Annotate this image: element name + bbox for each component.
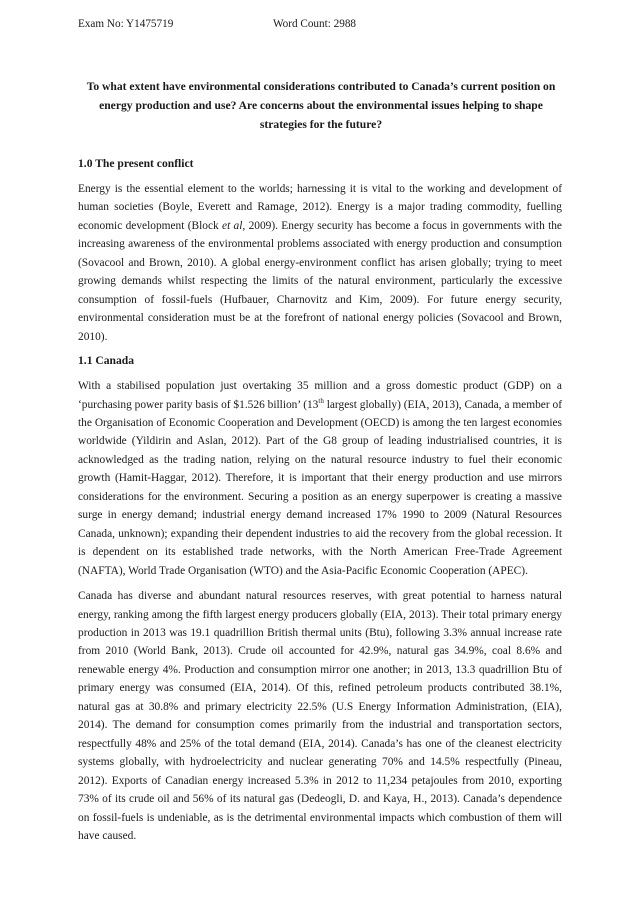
paragraph-present-conflict: Energy is the essential element to the worlds; harnessing it is vital to the working and development of human societies (Boyle, Everett and Ramage, 2012). Energy is a major trading commodity, fuelling economic development (Block et al, 2009). Energy security has become a focus in governments with the increasing awareness of the environmental problems associated with energy production and consumption (Sovacool and Brown, 2010). A global energy-environment conflict has arisen globally; trying to meet growing demands whilst respecting the limits of the natural environment, particularly the excessive consumption of fossil-fuels (Hufbauer, Charnovitz and Kim, 2009). For future energy security, environmental consideration must be at the forefront of national energy policies (Sovacool and Brown, 2010). bbox=[78, 183, 562, 343]
page-header bbox=[78, 17, 568, 31]
section-heading-canada: 1.1 Canada bbox=[78, 354, 135, 368]
essay-question: To what extent have environmental considerations contributed to Canada’s current position on energy production and use? Are concerns about the environmental issues helping to shape strategies for the future? bbox=[86, 80, 556, 131]
word-count: Word Count: 2988 bbox=[273, 18, 357, 30]
section-heading-present-conflict: 1.0 The present conflict bbox=[78, 157, 194, 170]
exam-number: Exam No: Y1475719 bbox=[78, 18, 174, 30]
paragraph-canada-energy: Canada has diverse and abundant natural resources reserves, with great potential to harness natural energy, ranking among the fifth largest energy producers globally (EIA, 2013). Their total primary energy production in 2013 was 19.1 quadrillion British thermal units (Btu), following 3.3% annual increase rate from 2010 (World Bank, 2013). Crude oil accounted for 42.9%, natural gas 34.9%, coal 8.6% and renewable energy 4%. Production and consumption mirror one another; in 2013, 13.3 quadrillion Btu of primary energy was consumed (EIA, 2014). Of this, refined petroleum products contributed 38.1%, natural gas at 30.8% and primary electricity 22.5% (U.S Energy Information Administration, (EIA), 2014). The demand for consumption comes primarily from the industrial and transportation sectors, respectfully 48% and 25% of the total demand (EIA, 2014). Canada’s has one of the cleanest electricity systems globally, with hydroelectricity and nuclear generating 70% and 14.5% respectfully (Pineau, 2012). Exports of Canadian energy increased 5.3% in 2012 to 11,234 petajoules from 2010, exporting 73% of its crude oil and 56% of its natural gas (Dedeogli, D. and Kaya, H., 2013). Canada’s dependence on fossil-fuels is undeniable, as is the detrimental environmental impacts which combustion of them will have caused. bbox=[78, 590, 562, 842]
paragraph-canada-economy: With a stabilised population just overtaking 35 million and a gross domestic product (GDP) on a ‘purchasing power parity basis of $1.526 billion’ (13th largest globally) (EIA, 2013), Canada, a member of the Organisation of Economic Cooperation and Development (OECD) is among the ten largest economies worldwide (Yildirin and Aslan, 2012). Part of the G8 group of leading industrialised countries, it is acknowledged as the trading nation, relying on the natural resource industry to fuel their economic growth (Hamit-Haggar, 2012). Therefore, it is important that their energy production and use mirrors considerations for the environment. Securing a position as an energy superpower is creating a massive surge in energy demand; industrial energy demand increased 17% 1990 to 2009 (Natural Resources Canada, unknown); expanding their dependent industries to aid the recovery from the global recession. It is dependent on its established trade networks, with the North American Free-Trade Agreement (NAFTA), World Trade Organisation (WTO) and the Asia-Pacific Economic Cooperation (APEC). bbox=[78, 380, 563, 577]
essay-body bbox=[78, 156, 562, 852]
